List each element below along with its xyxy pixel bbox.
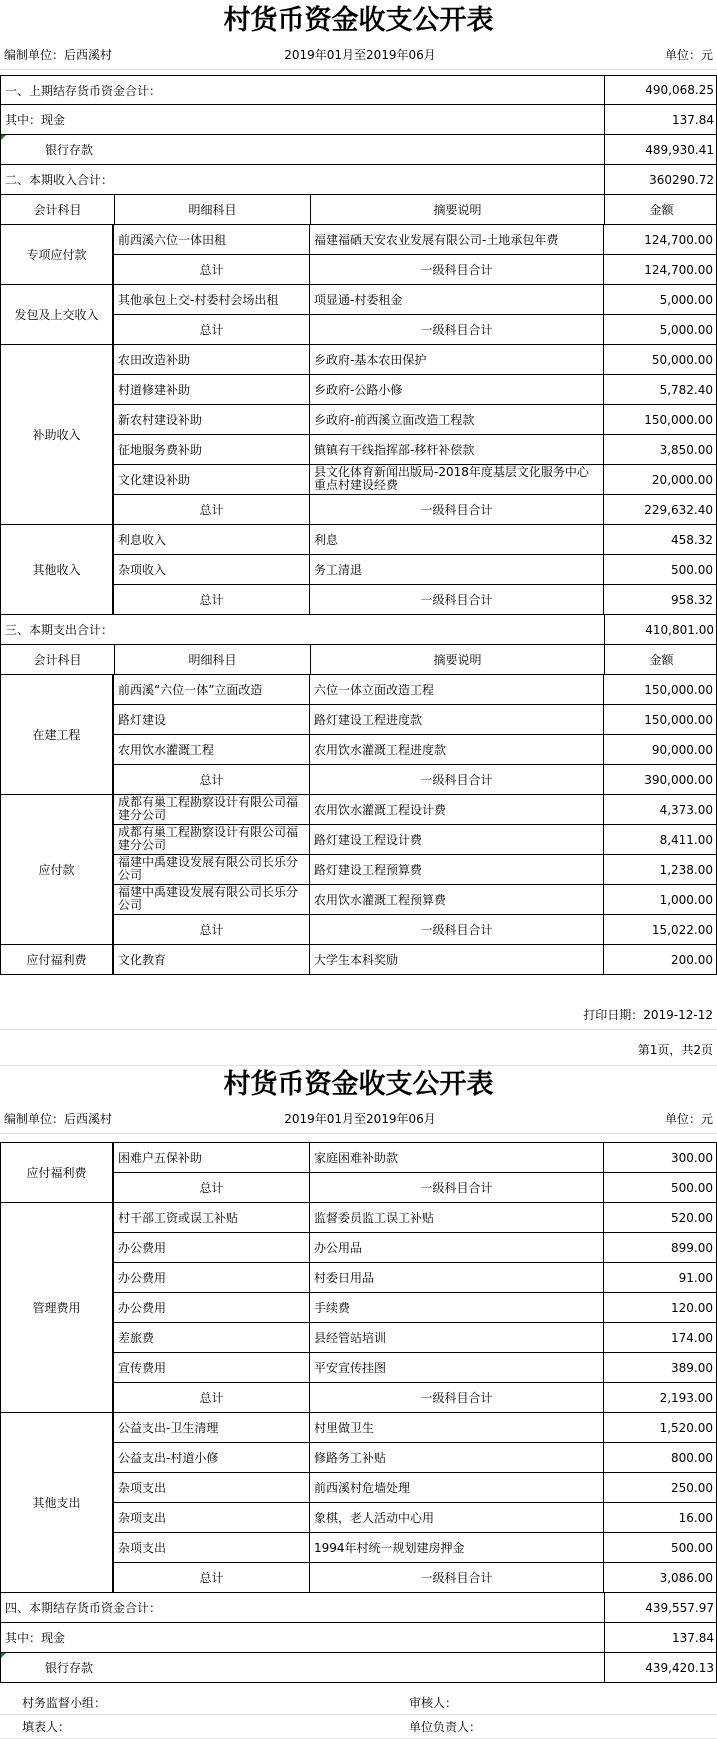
total-desc: 一级科目合计 bbox=[309, 495, 603, 524]
account-category: 发包及上交收入 bbox=[0, 285, 113, 345]
detail-item: 宣传费用 bbox=[113, 1353, 309, 1382]
amount: 300.00 bbox=[603, 1143, 717, 1172]
page-number: 第1页，共2页 bbox=[637, 1042, 713, 1057]
page-number-row bbox=[0, 1033, 717, 1066]
column-header-2: 明细科目 bbox=[114, 645, 310, 674]
leader-label: 单位负责人： bbox=[409, 1720, 482, 1734]
income-total bbox=[0, 165, 717, 195]
total-desc: 一级科目合计 bbox=[309, 255, 603, 284]
amount: 500.00 bbox=[603, 555, 717, 584]
account-category: 其他支出 bbox=[0, 1413, 113, 1593]
prev-bank-value: 489,930.41 bbox=[604, 135, 717, 164]
end-bank-value: 439,420.13 bbox=[604, 1653, 717, 1682]
column-header-4: 金额 bbox=[604, 195, 717, 224]
description: 前西溪村危墙处理 bbox=[309, 1473, 603, 1502]
total-label: 总计 bbox=[113, 915, 309, 944]
description: 农用饮水灌溉工程进度款 bbox=[309, 735, 603, 764]
report-period: 2019年01月至2019年06月 bbox=[284, 48, 436, 62]
prev-total-value: 490,068.25 bbox=[604, 76, 717, 104]
description: 平安宣传挂图 bbox=[309, 1353, 603, 1382]
detail-item: 征地服务费补助 bbox=[113, 435, 309, 464]
amount: 3,086.00 bbox=[603, 1563, 717, 1592]
description: 大学生本科奖励 bbox=[309, 945, 603, 974]
total-desc: 一级科目合计 bbox=[309, 765, 603, 794]
filler-label: 填表人： bbox=[22, 1720, 71, 1734]
expense-total bbox=[0, 615, 717, 645]
prev-cash-label: 其中：现金 bbox=[5, 113, 66, 127]
column-header-row bbox=[0, 195, 717, 225]
supervise-label: 村务监督小组： bbox=[22, 1696, 107, 1710]
description: 监督委员监工误工补贴 bbox=[309, 1203, 603, 1232]
amount: 958.32 bbox=[603, 585, 717, 614]
info-row bbox=[0, 40, 717, 70]
description: 1994年村统一规划建房押金 bbox=[309, 1533, 603, 1562]
account-category: 应付福利费 bbox=[0, 945, 113, 975]
detail-item: 杂项支出 bbox=[113, 1533, 309, 1562]
detail-item: 办公费用 bbox=[113, 1293, 309, 1322]
description: 乡政府-公路小修 bbox=[309, 375, 603, 404]
amount: 250.00 bbox=[603, 1473, 717, 1502]
prev-cash bbox=[0, 105, 717, 135]
column-header-4: 金额 bbox=[604, 645, 717, 674]
marker-icon bbox=[1, 1653, 6, 1658]
description: 县经管站培训 bbox=[309, 1323, 603, 1352]
amount: 500.00 bbox=[603, 1173, 717, 1202]
account-category: 在建工程 bbox=[0, 675, 113, 795]
detail-item: 杂项支出 bbox=[113, 1503, 309, 1532]
column-header-row bbox=[0, 645, 717, 675]
column-header-3: 摘要说明 bbox=[310, 645, 604, 674]
detail-item: 福建中禹建设发展有限公司长乐分公司 bbox=[113, 855, 309, 884]
total-desc: 一级科目合计 bbox=[309, 315, 603, 344]
end-total-label: 四、本期结存货币资金合计： bbox=[5, 1601, 162, 1615]
amount: 5,000.00 bbox=[603, 285, 717, 314]
description: 家庭困难补助款 bbox=[309, 1143, 603, 1172]
page-title: 村货币资金收支公开表 bbox=[223, 1069, 494, 1100]
description: 村里做卫生 bbox=[309, 1413, 603, 1442]
total-desc: 一级科目合计 bbox=[309, 585, 603, 614]
prev-bank bbox=[0, 135, 717, 165]
print-date-row bbox=[0, 1000, 717, 1030]
detail-item: 公益支出-卫生清理 bbox=[113, 1413, 309, 1442]
detail-item: 文化教育 bbox=[113, 945, 309, 974]
description: 六位一体立面改造工程 bbox=[309, 675, 603, 704]
amount: 90,000.00 bbox=[603, 735, 717, 764]
total-label: 总计 bbox=[113, 1563, 309, 1592]
description: 手续费 bbox=[309, 1293, 603, 1322]
amount: 200.00 bbox=[603, 945, 717, 974]
description: 县文化体育新闻出版局-2018年度基层文化服务中心重点村建设经费 bbox=[309, 465, 603, 494]
amount: 150,000.00 bbox=[603, 675, 717, 704]
total-label: 总计 bbox=[113, 765, 309, 794]
total-desc: 一级科目合计 bbox=[309, 1563, 603, 1592]
description: 路灯建设工程设计费 bbox=[309, 825, 603, 854]
detail-item: 公益支出-村道小修 bbox=[113, 1443, 309, 1472]
amount: 1,238.00 bbox=[603, 855, 717, 884]
detail-item: 办公费用 bbox=[113, 1263, 309, 1292]
expense-total-label: 三、本期支出合计： bbox=[5, 623, 114, 637]
column-header-1: 会计科目 bbox=[33, 653, 82, 667]
amount: 800.00 bbox=[603, 1443, 717, 1472]
income-total-label: 二、本期收入合计： bbox=[5, 173, 114, 187]
expense-total-value: 410,801.00 bbox=[604, 615, 717, 644]
unit-label: 单位：元 bbox=[664, 1112, 713, 1126]
amount: 4,373.00 bbox=[603, 795, 717, 824]
end-bank-label: 银行存款 bbox=[45, 1661, 94, 1675]
description: 福建福硒天安农业发展有限公司-土地承包年费 bbox=[309, 225, 603, 254]
description: 项显通-村委租金 bbox=[309, 285, 603, 314]
description: 象棋，老人活动中心用 bbox=[309, 1503, 603, 1532]
description: 乡政府-基本农田保护 bbox=[309, 345, 603, 374]
account-category: 应付款 bbox=[0, 795, 113, 945]
detail-item: 前西溪“六位一体”立面改造 bbox=[113, 675, 309, 704]
amount: 120.00 bbox=[603, 1293, 717, 1322]
description: 路灯建设工程预算费 bbox=[309, 855, 603, 884]
amount: 2,193.00 bbox=[603, 1383, 717, 1412]
description: 镇镇有干线指挥部-移杆补偿款 bbox=[309, 435, 603, 464]
amount: 5,782.40 bbox=[603, 375, 717, 404]
account-category: 其他收入 bbox=[0, 525, 113, 615]
detail-item: 杂项收入 bbox=[113, 555, 309, 584]
description: 务工清退 bbox=[309, 555, 603, 584]
description: 修路务工补贴 bbox=[309, 1443, 603, 1472]
amount: 229,632.40 bbox=[603, 495, 717, 524]
total-desc: 一级科目合计 bbox=[309, 1173, 603, 1202]
amount: 500.00 bbox=[603, 1533, 717, 1562]
detail-item: 新农村建设补助 bbox=[113, 405, 309, 434]
amount: 8,411.00 bbox=[603, 825, 717, 854]
detail-item: 农用饮水灌溉工程 bbox=[113, 735, 309, 764]
amount: 20,000.00 bbox=[603, 465, 717, 494]
amount: 3,850.00 bbox=[603, 435, 717, 464]
detail-item: 农田改造补助 bbox=[113, 345, 309, 374]
account-category: 应付福利费 bbox=[0, 1143, 113, 1203]
amount: 15,022.00 bbox=[603, 915, 717, 944]
amount: 174.00 bbox=[603, 1323, 717, 1352]
prev-total-label: 一、上期结存货币资金合计： bbox=[5, 83, 162, 98]
prev-total bbox=[0, 75, 717, 105]
amount: 390,000.00 bbox=[603, 765, 717, 794]
detail-item: 困难户五保补助 bbox=[113, 1143, 309, 1172]
amount: 389.00 bbox=[603, 1353, 717, 1382]
unit-name: 编制单位：后西溪村 bbox=[4, 1112, 113, 1126]
detail-item: 文化建设补助 bbox=[113, 465, 309, 494]
amount: 458.32 bbox=[603, 525, 717, 554]
amount: 5,000.00 bbox=[603, 315, 717, 344]
detail-item: 杂项支出 bbox=[113, 1473, 309, 1502]
total-label: 总计 bbox=[113, 585, 309, 614]
detail-item: 村道修建补助 bbox=[113, 375, 309, 404]
description: 路灯建设工程进度款 bbox=[309, 705, 603, 734]
description: 农用饮水灌溉工程预算费 bbox=[309, 885, 603, 914]
description: 乡政府-前西溪立面改造工程款 bbox=[309, 405, 603, 434]
column-header-1: 会计科目 bbox=[33, 203, 82, 217]
end-total-value: 439,557.97 bbox=[604, 1593, 717, 1622]
unit-label: 单位：元 bbox=[664, 48, 713, 62]
detail-item: 成都有巢工程勘察设计有限公司福建分公司 bbox=[113, 795, 309, 824]
amount: 150,000.00 bbox=[603, 405, 717, 434]
amount: 899.00 bbox=[603, 1233, 717, 1262]
total-label: 总计 bbox=[113, 255, 309, 284]
description: 办公用品 bbox=[309, 1233, 603, 1262]
prev-cash-value: 137.84 bbox=[604, 105, 717, 134]
end-total bbox=[0, 1593, 717, 1623]
description: 村委日用品 bbox=[309, 1263, 603, 1292]
description: 农用饮水灌溉工程设计费 bbox=[309, 795, 603, 824]
prev-bank-label: 银行存款 bbox=[45, 143, 94, 157]
info-row bbox=[0, 1104, 717, 1134]
detail-item: 村干部工资或误工补贴 bbox=[113, 1203, 309, 1232]
amount: 124,700.00 bbox=[603, 255, 717, 284]
page-title: 村货币资金收支公开表 bbox=[223, 5, 494, 36]
detail-item: 差旅费 bbox=[113, 1323, 309, 1352]
end-cash-value: 137.84 bbox=[604, 1623, 717, 1652]
amount: 50,000.00 bbox=[603, 345, 717, 374]
detail-item: 路灯建设 bbox=[113, 705, 309, 734]
amount: 124,700.00 bbox=[603, 225, 717, 254]
marker-icon bbox=[1, 135, 6, 140]
account-category: 管理费用 bbox=[0, 1203, 113, 1413]
total-label: 总计 bbox=[113, 1383, 309, 1412]
description: 利息 bbox=[309, 525, 603, 554]
signature-row bbox=[0, 1691, 717, 1715]
total-label: 总计 bbox=[113, 1173, 309, 1202]
income-total-value: 360290.72 bbox=[604, 165, 717, 194]
account-category: 专项应付款 bbox=[0, 225, 113, 285]
column-header-2: 明细科目 bbox=[114, 195, 310, 224]
total-label: 总计 bbox=[113, 315, 309, 344]
print-date: 打印日期：2019-12-12 bbox=[583, 1008, 713, 1022]
end-cash-label: 其中：现金 bbox=[5, 1631, 66, 1645]
account-category: 补助收入 bbox=[0, 345, 113, 525]
total-desc: 一级科目合计 bbox=[309, 1383, 603, 1412]
column-header-3: 摘要说明 bbox=[310, 195, 604, 224]
amount: 150,000.00 bbox=[603, 705, 717, 734]
end-cash bbox=[0, 1623, 717, 1653]
signature-row bbox=[0, 1715, 717, 1739]
unit-name: 编制单位：后西溪村 bbox=[4, 48, 113, 62]
detail-item: 利息收入 bbox=[113, 525, 309, 554]
auditor-label: 审核人： bbox=[409, 1696, 458, 1710]
detail-item: 前西溪六位一体田租 bbox=[113, 225, 309, 254]
detail-item: 福建中禹建设发展有限公司长乐分公司 bbox=[113, 885, 309, 914]
detail-item: 成都有巢工程勘察设计有限公司福建分公司 bbox=[113, 825, 309, 854]
total-desc: 一级科目合计 bbox=[309, 915, 603, 944]
amount: 16.00 bbox=[603, 1503, 717, 1532]
end-bank bbox=[0, 1653, 717, 1683]
amount: 520.00 bbox=[603, 1203, 717, 1232]
total-label: 总计 bbox=[113, 495, 309, 524]
amount: 1,000.00 bbox=[603, 885, 717, 914]
detail-item: 其他承包上交-村委村会场出租 bbox=[113, 285, 309, 314]
detail-item: 办公费用 bbox=[113, 1233, 309, 1262]
report-period: 2019年01月至2019年06月 bbox=[284, 1112, 436, 1126]
amount: 1,520.00 bbox=[603, 1413, 717, 1442]
amount: 91.00 bbox=[603, 1263, 717, 1292]
